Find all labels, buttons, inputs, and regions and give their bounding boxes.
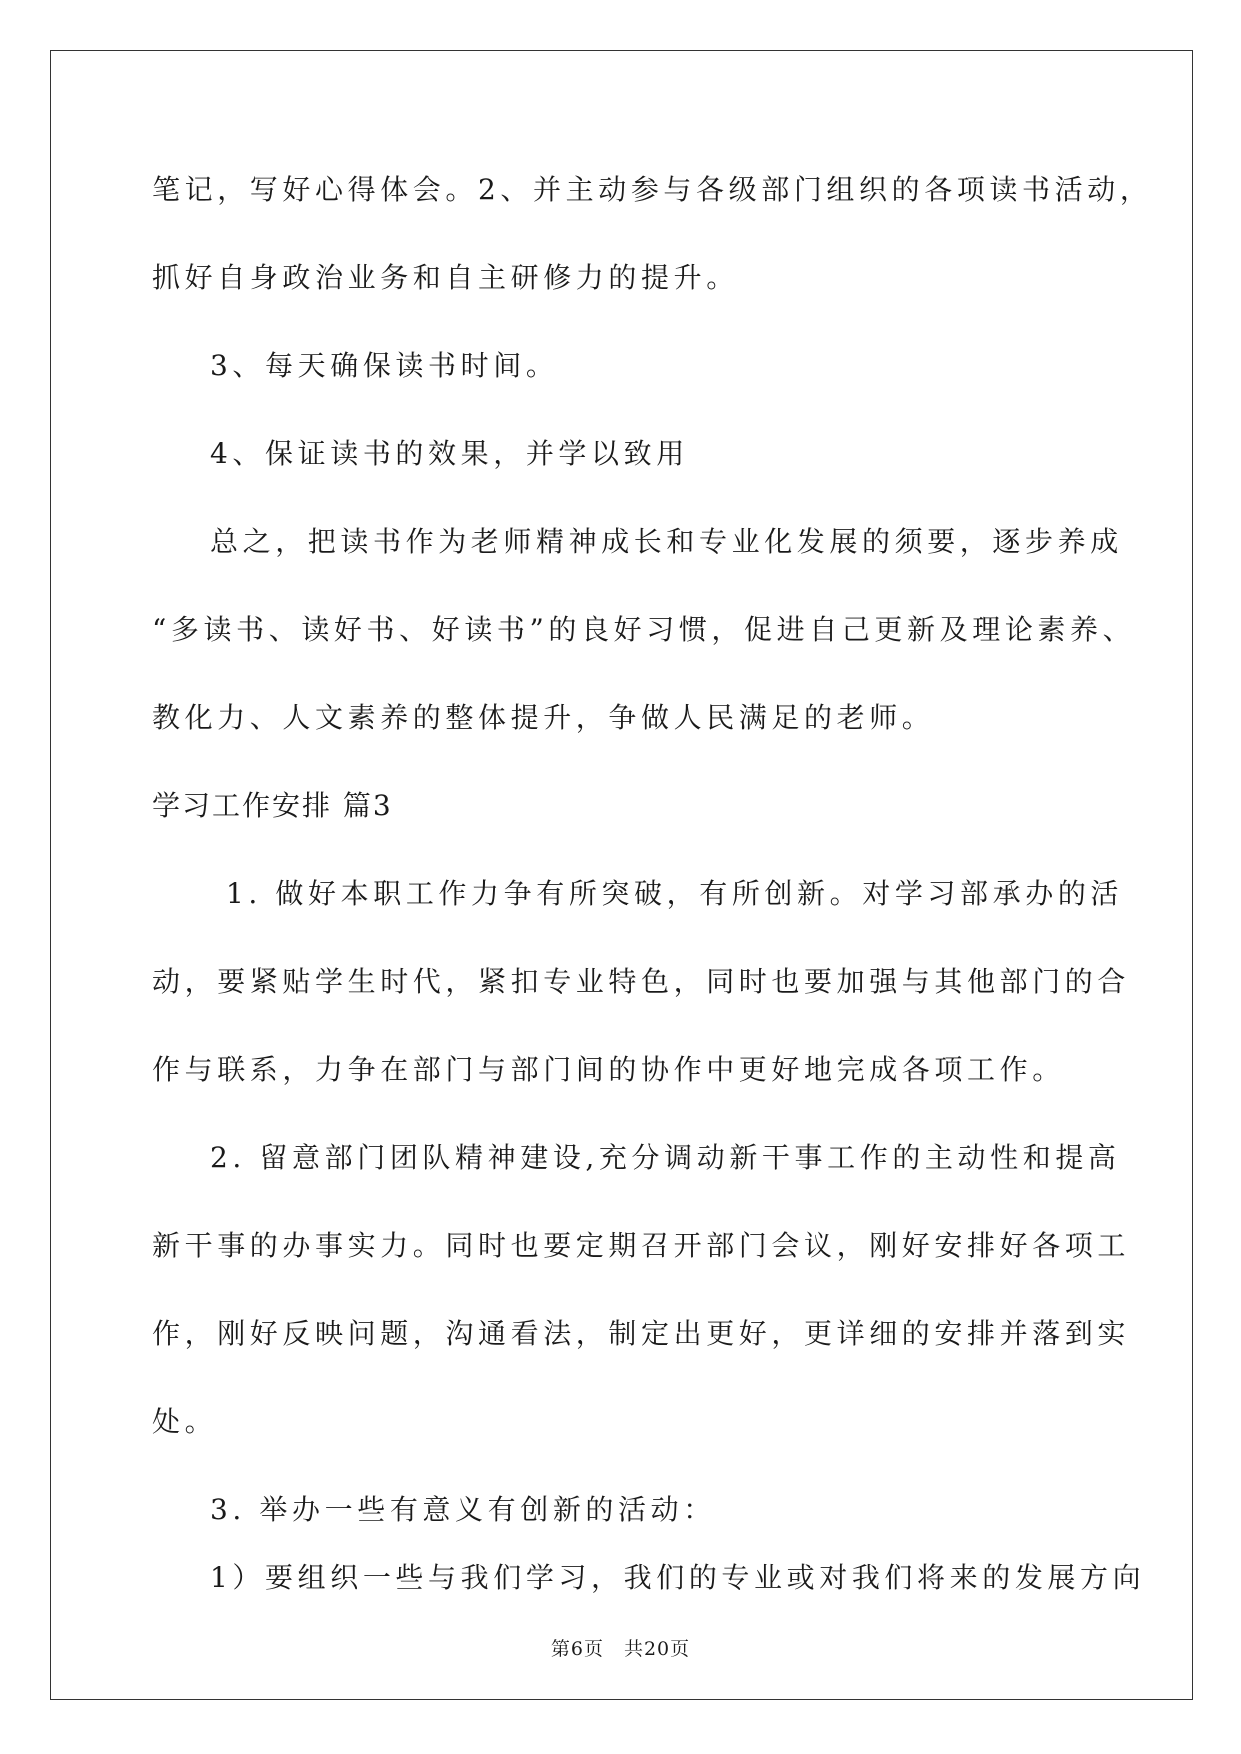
page-number-footer: 第6页 共20页 — [550, 1638, 691, 1660]
body-text-line: 2. 留意部门团队精神建设,充分调动新干事工作的主动性和提高 — [210, 1141, 1121, 1174]
body-text-line: 教化力、人文素养的整体提升，争做人民满足的老师。 — [152, 701, 935, 734]
body-text-line: 总之，把读书作为老师精神成长和专业化发展的须要，逐步养成 — [210, 525, 1123, 558]
body-text-line: 4、保证读书的效果，并学以致用 — [210, 437, 689, 470]
body-text-line: 笔记，写好心得体会。2、并主动参与各级部门组织的各项读书活动， — [152, 173, 1153, 206]
body-text-line: 动，要紧贴学生时代，紧扣专业特色，同时也要加强与其他部门的合 — [152, 965, 1131, 998]
body-text-line: 作与联系，力争在部门与部门间的协作中更好地完成各项工作。 — [152, 1053, 1065, 1086]
body-text-line: 作，刚好反映问题，沟通看法，制定出更好，更详细的安排并落到实 — [152, 1317, 1131, 1350]
body-text-line: 新干事的办事实力。同时也要定期召开部门会议，刚好安排好各项工 — [152, 1229, 1131, 1262]
body-text-line: “多读书、读好书、好读书”的良好习惯，促进自己更新及理论素养、 — [152, 613, 1136, 646]
section-heading: 学习工作安排 篇3 — [152, 789, 393, 822]
body-text-line: 3. 举办一些有意义有创新的活动： — [210, 1493, 716, 1526]
body-text-line: 抓好自身政治业务和自主研修力的提升。 — [152, 261, 739, 294]
body-text-line: 3、每天确保读书时间。 — [210, 349, 559, 382]
body-text-line: 1）要组织一些与我们学习，我们的专业或对我们将来的发展方向 — [210, 1561, 1146, 1594]
body-text-line: 处。 — [152, 1405, 218, 1438]
body-text-line: 1. 做好本职工作力争有所突破，有所创新。对学习部承办的活 — [226, 877, 1124, 910]
